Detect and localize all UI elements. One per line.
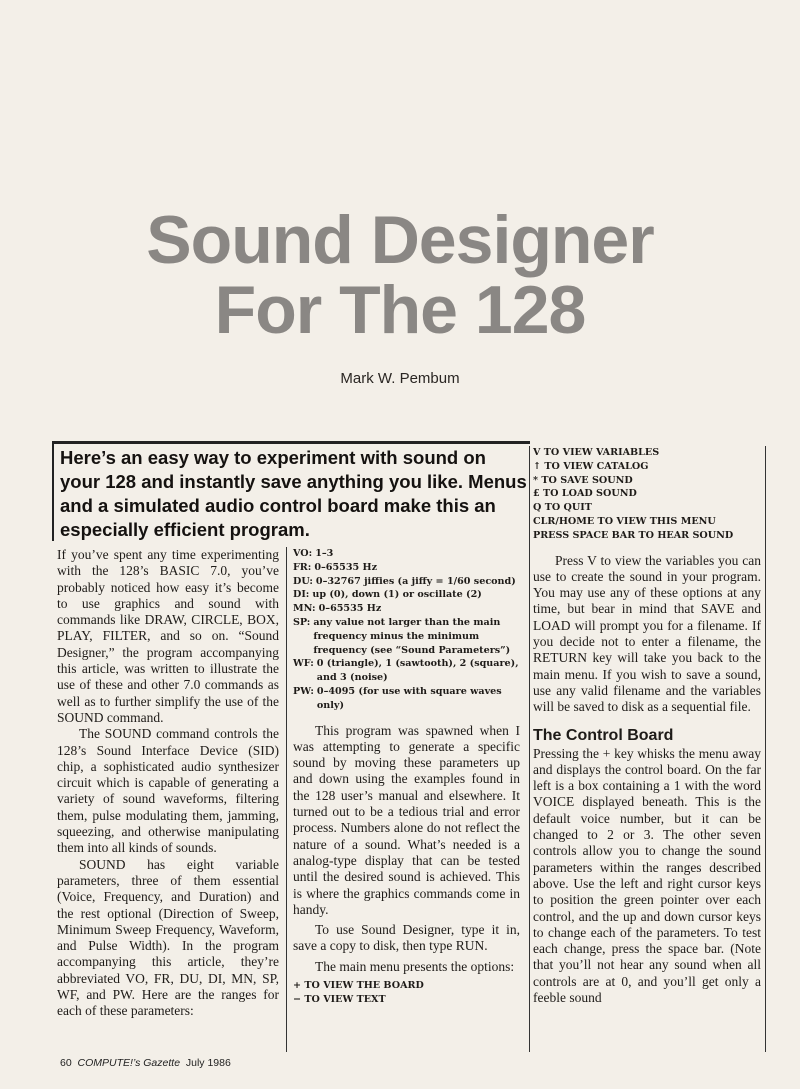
parameter-row (293, 575, 520, 589)
menu-line: Q TO QUIT (533, 502, 592, 514)
col3-paragraph-2: Pressing the + key whisks the menu away and displays the control board. On the far left is a box containing a 1 with the word VOICE displayed beneath. This is the default voice number, but it can be changed to 2 or 3. The other seven controls allow you to change the sound parameters within the ranges described above. Use the left and right cursor keys to position the green pointer over each control, and the up and down cursor keys to change each of the parameters. To test each change, press the space bar. (Note that you’ll not hear any sound when all controls are at 0, and you’ll get only a feeble sound (533, 745, 761, 1005)
column-edge-right (765, 446, 766, 1052)
column-2 (293, 547, 520, 1007)
parameter-value: 0–65535 Hz (314, 561, 378, 573)
menu-line: ↑ TO VIEW CATALOG (533, 460, 649, 472)
col2-paragraph-3: The main menu presents the options: (315, 958, 515, 974)
col1-paragraph-3: SOUND has eight variable parameters, three of them essential (Voice, Frequency, and Duration) and the rest optional (Direction of Sweep, Minimum Sweep Frequency, Waveform, and Pulse Width). In the program accompanying this article, they’re abbreviated VO, FR, DU, DI, MN, SP, WF, and PW. Here are the ranges for each of these parameters: (57, 856, 279, 1019)
column-3 (533, 446, 761, 1006)
menu-line: CLR/HOME TO VIEW THIS MENU (533, 515, 716, 527)
column-divider-right (529, 446, 530, 1052)
menu-line: £ TO LOAD SOUND (533, 488, 637, 500)
spacer (533, 543, 761, 553)
title-line-2: For The 128 (214, 272, 586, 348)
menu-line: * TO SAVE SOUND (533, 474, 633, 486)
issue-date: July 1986 (185, 1057, 231, 1069)
page-footer (60, 1057, 231, 1069)
col3-paragraph-1: Press V to view the variables you can use to create the sound in your program. You may use any of these options at any time, but bear in mind that SAVE and LOAD will prompt you for a filename. If you decide not to enter a filename, the RETURN key will take you back to the main menu. If you wish to save a sound, use any valid filename and the variables will be saved to disk as a sequential file. (533, 552, 761, 715)
section-heading: The Control Board (533, 726, 674, 744)
parameter-value: any value not larger than the main frequency minus the minimum frequency (see “Sound Parameters”) (313, 616, 511, 656)
parameter-row (293, 588, 520, 602)
options-menu-list (533, 446, 761, 543)
parameter-row (293, 616, 520, 657)
parameter-row (293, 602, 520, 616)
menu-line: V TO VIEW VARIABLES (533, 447, 660, 458)
parameter-row (293, 685, 520, 713)
col1-paragraph-1: If you’ve spent any time experimenting with the 128’s BASIC 7.0, you’ve probably noticed how easy it’s become to use graphics and sound with commands like DRAW, CIRCLE, BOX, PLAY, FILTER, and so on. “Sound Designer,” the program accompanying this article, was written to illustrate the use of these and other 7.0 commands as well as to further simplify the use of the SOUND command. (57, 547, 279, 725)
menu-line: PRESS SPACE BAR TO HEAR SOUND (533, 529, 734, 541)
col2-paragraph-2: To use Sound Designer, type it in, save a copy to disk, then type RUN. (293, 922, 520, 954)
parameter-value: 0 (triangle), 1 (sawtooth), 2 (square), and 3 (noise) (316, 658, 519, 684)
parameter-key: SP: (293, 616, 311, 628)
parameter-key: VO: (293, 548, 313, 559)
parameter-value: 0–32767 jiffies (a jiffy = 1/60 second) (315, 575, 516, 587)
publication-name: COMPUTE!’s Gazette (77, 1057, 181, 1069)
article-title (0, 202, 800, 348)
parameter-value: up (0), down (1) or oscillate (2) (312, 589, 482, 601)
parameter-row (293, 547, 520, 561)
page-number: 60 (60, 1057, 72, 1069)
title-line-1: Sound Designer (146, 202, 654, 278)
parameter-row (293, 561, 520, 575)
column-1 (57, 547, 279, 1020)
parameter-value: 1–3 (315, 548, 334, 559)
parameter-key: DI: (293, 589, 310, 601)
author-byline: Mark W. Pembum (340, 370, 460, 387)
parameter-key: PW: (293, 685, 314, 697)
parameter-row (293, 657, 520, 685)
sound-parameter-list (293, 547, 520, 713)
parameter-key: FR: (293, 561, 312, 573)
parameter-value: 0–4095 (for use with square waves only) (316, 685, 502, 711)
parameter-key: MN: (293, 603, 316, 615)
column-divider-left (286, 547, 287, 1052)
parameter-key: WF: (293, 658, 314, 670)
article-deck: Here’s an easy way to experiment with sound on your 128 and instantly save anything you like. Menus and a simulated audio control board make this an especially efficient program. (60, 447, 527, 540)
parameter-value: 0–65535 Hz (318, 603, 382, 615)
menu-line: − TO VIEW TEXT (293, 993, 386, 1005)
parameter-key: DU: (293, 575, 313, 587)
col1-paragraph-2: The SOUND command controls the 128’s Sound Interface Device (SID) chip, a sophisticated audio synthesizer circuit which is capable of generating a variety of sound waveforms, filtering them, pulse modulating them, jamming, squeezing, and otherwise manipulating them into all kinds of sounds. (57, 726, 279, 856)
spacer (533, 716, 761, 726)
deck-left-rule (52, 441, 54, 541)
spacer (293, 713, 520, 723)
menu-line: + TO VIEW THE BOARD (293, 980, 424, 992)
deck-top-rule (52, 441, 530, 444)
col2-paragraph-1: This program was spawned when I was attempting to generate a specific sound by moving these parameters up and down using the examples found in the 128 user’s manual and elsewhere. It turned out to be a tedious trial and error process. Numbers alone do not reflect the nature of a sound. What’s needed is a analog-type display that can be tested until the desired sound is achieved. This is where the graphics commands come in handy. (293, 722, 520, 917)
main-menu-list (293, 979, 520, 1007)
